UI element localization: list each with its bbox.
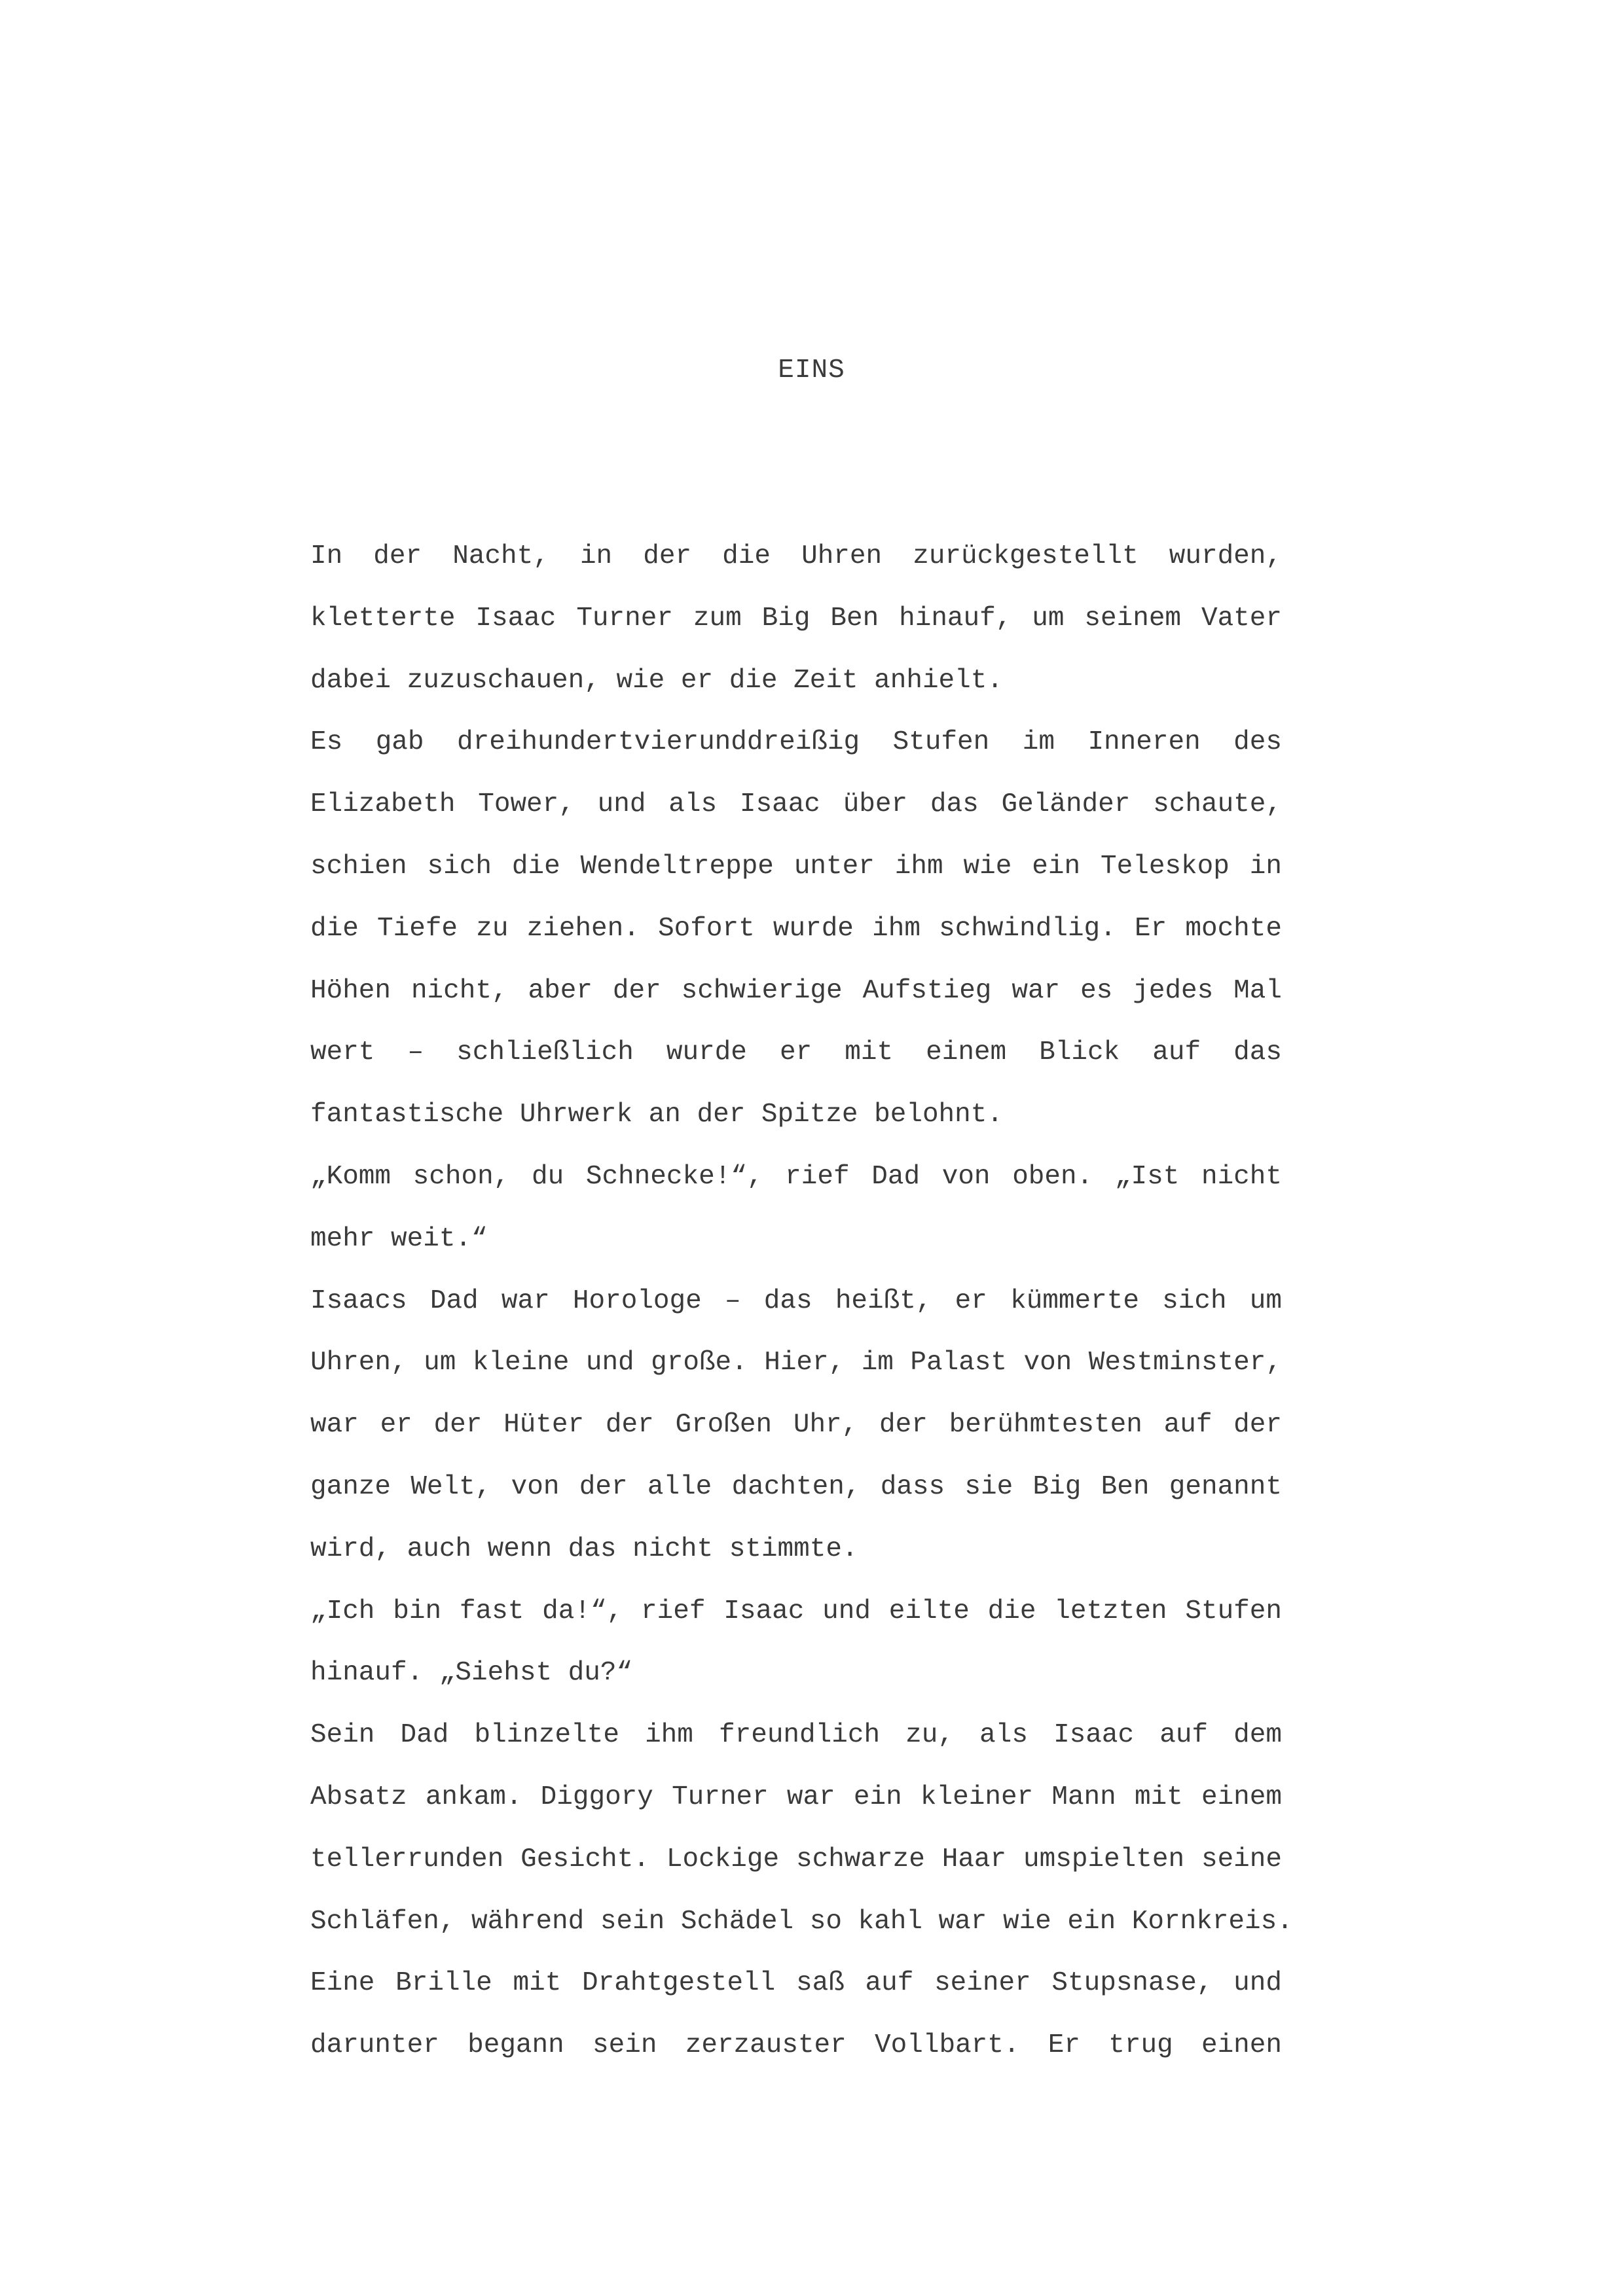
text-line: fantastische Uhrwerk an der Spitze belohnt. — [310, 1100, 1003, 1130]
text-line: Isaacs Dad war Horologe – das heißt, er kümmerte sich um — [310, 1285, 1282, 1316]
text-line: ganze Welt, von der alle dachten, dass sie Big Ben genannt — [310, 1471, 1282, 1502]
text-line: tellerrunden Gesicht. Lockige schwarze Haar umspielten seine — [310, 1844, 1282, 1874]
text-line: die Tiefe zu ziehen. Sofort wurde ihm schwindlig. Er mochte — [310, 913, 1282, 944]
text-line: war er der Hüter der Großen Uhr, der berühmtesten auf der — [310, 1410, 1282, 1441]
text-line: darunter begann sein zerzauster Vollbart. Er trug einen — [310, 2030, 1282, 2061]
text-line: wird, auch wenn das nicht stimmte. — [310, 1534, 858, 1564]
text-line: Schläfen, während sein Schädel so kahl war wie ein Kornkreis. — [310, 1906, 1293, 1937]
text-line: Absatz ankam. Diggory Turner war ein kleiner Mann mit einem — [310, 1782, 1282, 1812]
text-line: Eine Brille mit Drahtgestell saß auf seiner Stupsnase, und — [310, 1968, 1282, 1999]
text-line: Uhren, um kleine und große. Hier, im Palast von Westminster, — [310, 1348, 1282, 1378]
text-line: Sein Dad blinzelte ihm freundlich zu, als Isaac auf dem — [310, 1720, 1282, 1751]
body-text — [310, 537, 1293, 2088]
text-line: mehr weit.“ — [310, 1223, 488, 1254]
text-line: Höhen nicht, aber der schwierige Aufstieg war es jedes Mal — [310, 975, 1282, 1006]
text-line: dabei zuzuschauen, wie er die Zeit anhielt. — [310, 665, 1003, 696]
text-line: „Komm schon, du Schnecke!“, rief Dad von oben. „Ist nicht — [310, 1161, 1282, 1192]
text-line: kletterte Isaac Turner zum Big Ben hinauf, um seinem Vater — [310, 603, 1282, 634]
chapter-title: EINS — [778, 355, 845, 386]
text-line: wert – schließlich wurde er mit einem Blick auf das — [310, 1037, 1282, 1068]
text-line: In der Nacht, in der die Uhren zurückgestellt wurden, — [310, 541, 1282, 571]
text-line: schien sich die Wendeltreppe unter ihm wie ein Teleskop in — [310, 851, 1282, 882]
text-line: hinauf. „Siehst du?“ — [310, 1658, 633, 1689]
text-line: Es gab dreihundertvierunddreißig Stufen im Inneren des — [310, 727, 1282, 758]
text-line: „Ich bin fast da!“, rief Isaac und eilte die letzten Stufen — [310, 1596, 1282, 1626]
text-line: Elizabeth Tower, und als Isaac über das Geländer schaute, — [310, 789, 1282, 820]
